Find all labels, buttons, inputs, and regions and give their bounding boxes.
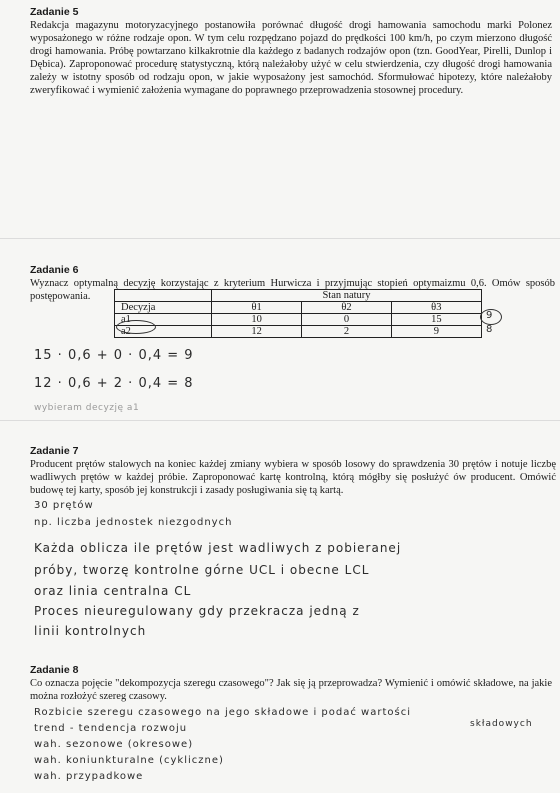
task-8-text: Co oznacza pojęcie "dekompozycja szeregu czasowego"? Jak się ją przeprowadza? Wymienić i omówić składowe, na jakie można rozłożyć szereg czasowy. xyxy=(30,678,552,702)
handwritten-line: wybieram decyzję a1 xyxy=(34,403,140,413)
row-label: a2 xyxy=(115,326,212,338)
task-7 xyxy=(30,445,556,497)
table-col-header: θ1 xyxy=(212,302,302,314)
handwritten-line: próby, tworzę kontrolne górne UCL i obecne LCL xyxy=(34,563,370,577)
task-7-text: Producent prętów stalowych na koniec każdej zmiany wybiera w sposób losowy do sprawdzenia 30 prętów i notuje liczbę wadliwych prętów w każdej próbie. Zaproponować kartę kontrolną, którą mógłby się posłużyć ów producent. Omówić budowę tej karty, sposób jej konstrukcji i zasady posługiwania się tą kartą. xyxy=(30,459,556,496)
handwritten-line: 12 · 0,6 + 2 · 0,4 = 8 xyxy=(34,376,194,391)
table-row xyxy=(115,314,482,326)
table-header-group: Stan natury xyxy=(212,290,482,302)
row-note: 8 xyxy=(486,324,494,335)
handwritten-line: np. liczba jednostek niezgodnych xyxy=(34,517,233,528)
task-7-title: Zadanie 7 xyxy=(30,445,79,457)
payoff-table xyxy=(114,289,482,338)
table-col-header: θ3 xyxy=(391,302,481,314)
table-cell: 2 xyxy=(302,326,391,338)
handwritten-line: wah. sezonowe (okresowe) xyxy=(34,739,194,750)
row-note: 9 xyxy=(486,310,494,321)
task-6-text: Wyznacz optymalną decyzję korzystając z kryterium Hurwicza i przyjmując stopień optymaizmu 0,6. Omów sposób postępowania. xyxy=(30,278,555,302)
table-cell: 10 xyxy=(212,314,302,326)
handwritten-line: wah. przypadkowe xyxy=(34,771,144,782)
table-cell: 0 xyxy=(302,314,391,326)
table-cell: 9 xyxy=(391,326,481,338)
handwritten-line: wah. koniunkturalne (cykliczne) xyxy=(34,755,224,766)
handwritten-line: trend - tendencja rozwoju xyxy=(34,723,188,734)
task-8 xyxy=(30,664,552,703)
task-5 xyxy=(30,6,552,97)
table-corner xyxy=(115,290,212,302)
handwritten-line: linii kontrolnych xyxy=(34,624,147,638)
row-label: a1 xyxy=(115,314,212,326)
fold-line xyxy=(0,238,560,239)
row-note-circle xyxy=(480,309,502,325)
task-8-title: Zadanie 8 xyxy=(30,664,79,676)
handwritten-line: Rozbicie szeregu czasowego na jego składowe i podać wartości xyxy=(34,707,411,718)
handwritten-note: 30 prętów xyxy=(34,500,94,511)
table-cell: 15 xyxy=(391,314,481,326)
handwritten-line: 15 · 0,6 + 0 · 0,4 = 9 xyxy=(34,348,194,363)
table-col-header: θ2 xyxy=(302,302,391,314)
task-6-title: Zadanie 6 xyxy=(30,264,79,276)
table-cell: 12 xyxy=(212,326,302,338)
fold-line xyxy=(0,420,560,421)
task-5-text: Redakcja magazynu motoryzacyjnego postanowiła porównać długość drogi hamowania samochodu marki Polonez wyposażonego w różne rodzaje opon. W tym celu rozpędzano pojazd do prędkości 100 km/h, po czym mierzono długość drogi hamowania. Próbę powtarzano kilkakrotnie dla każdego z badanych rodzajów opon (tzn. GoodYear, Pirelli, Dunlop i Dębica). Zaproponować procedurę statystyczną, którą należałoby użyć w celu stwierdzenia, czy długość drogi hamowania zależy w istotny sposób od rodzaju opon, w jakie wyposażony jest samochód. Sformułować hipotezy, które należałoby zweryfikować i wymienić założenia wymagane do poprawnego przeprowadzenia stosownej procedury. xyxy=(30,20,552,96)
table-col-label: Decyzja xyxy=(115,302,212,314)
handwritten-line: Każda oblicza ile prętów jest wadliwych z pobieranej xyxy=(34,541,402,555)
handwritten-line: składowych xyxy=(470,719,533,729)
task-5-title: Zadanie 5 xyxy=(30,6,79,18)
selected-decision-circle xyxy=(116,320,156,334)
handwritten-line: oraz linia centralna CL xyxy=(34,584,192,598)
table-row xyxy=(115,326,482,338)
handwritten-line: Proces nieuregulowany gdy przekracza jedną z xyxy=(34,604,360,618)
